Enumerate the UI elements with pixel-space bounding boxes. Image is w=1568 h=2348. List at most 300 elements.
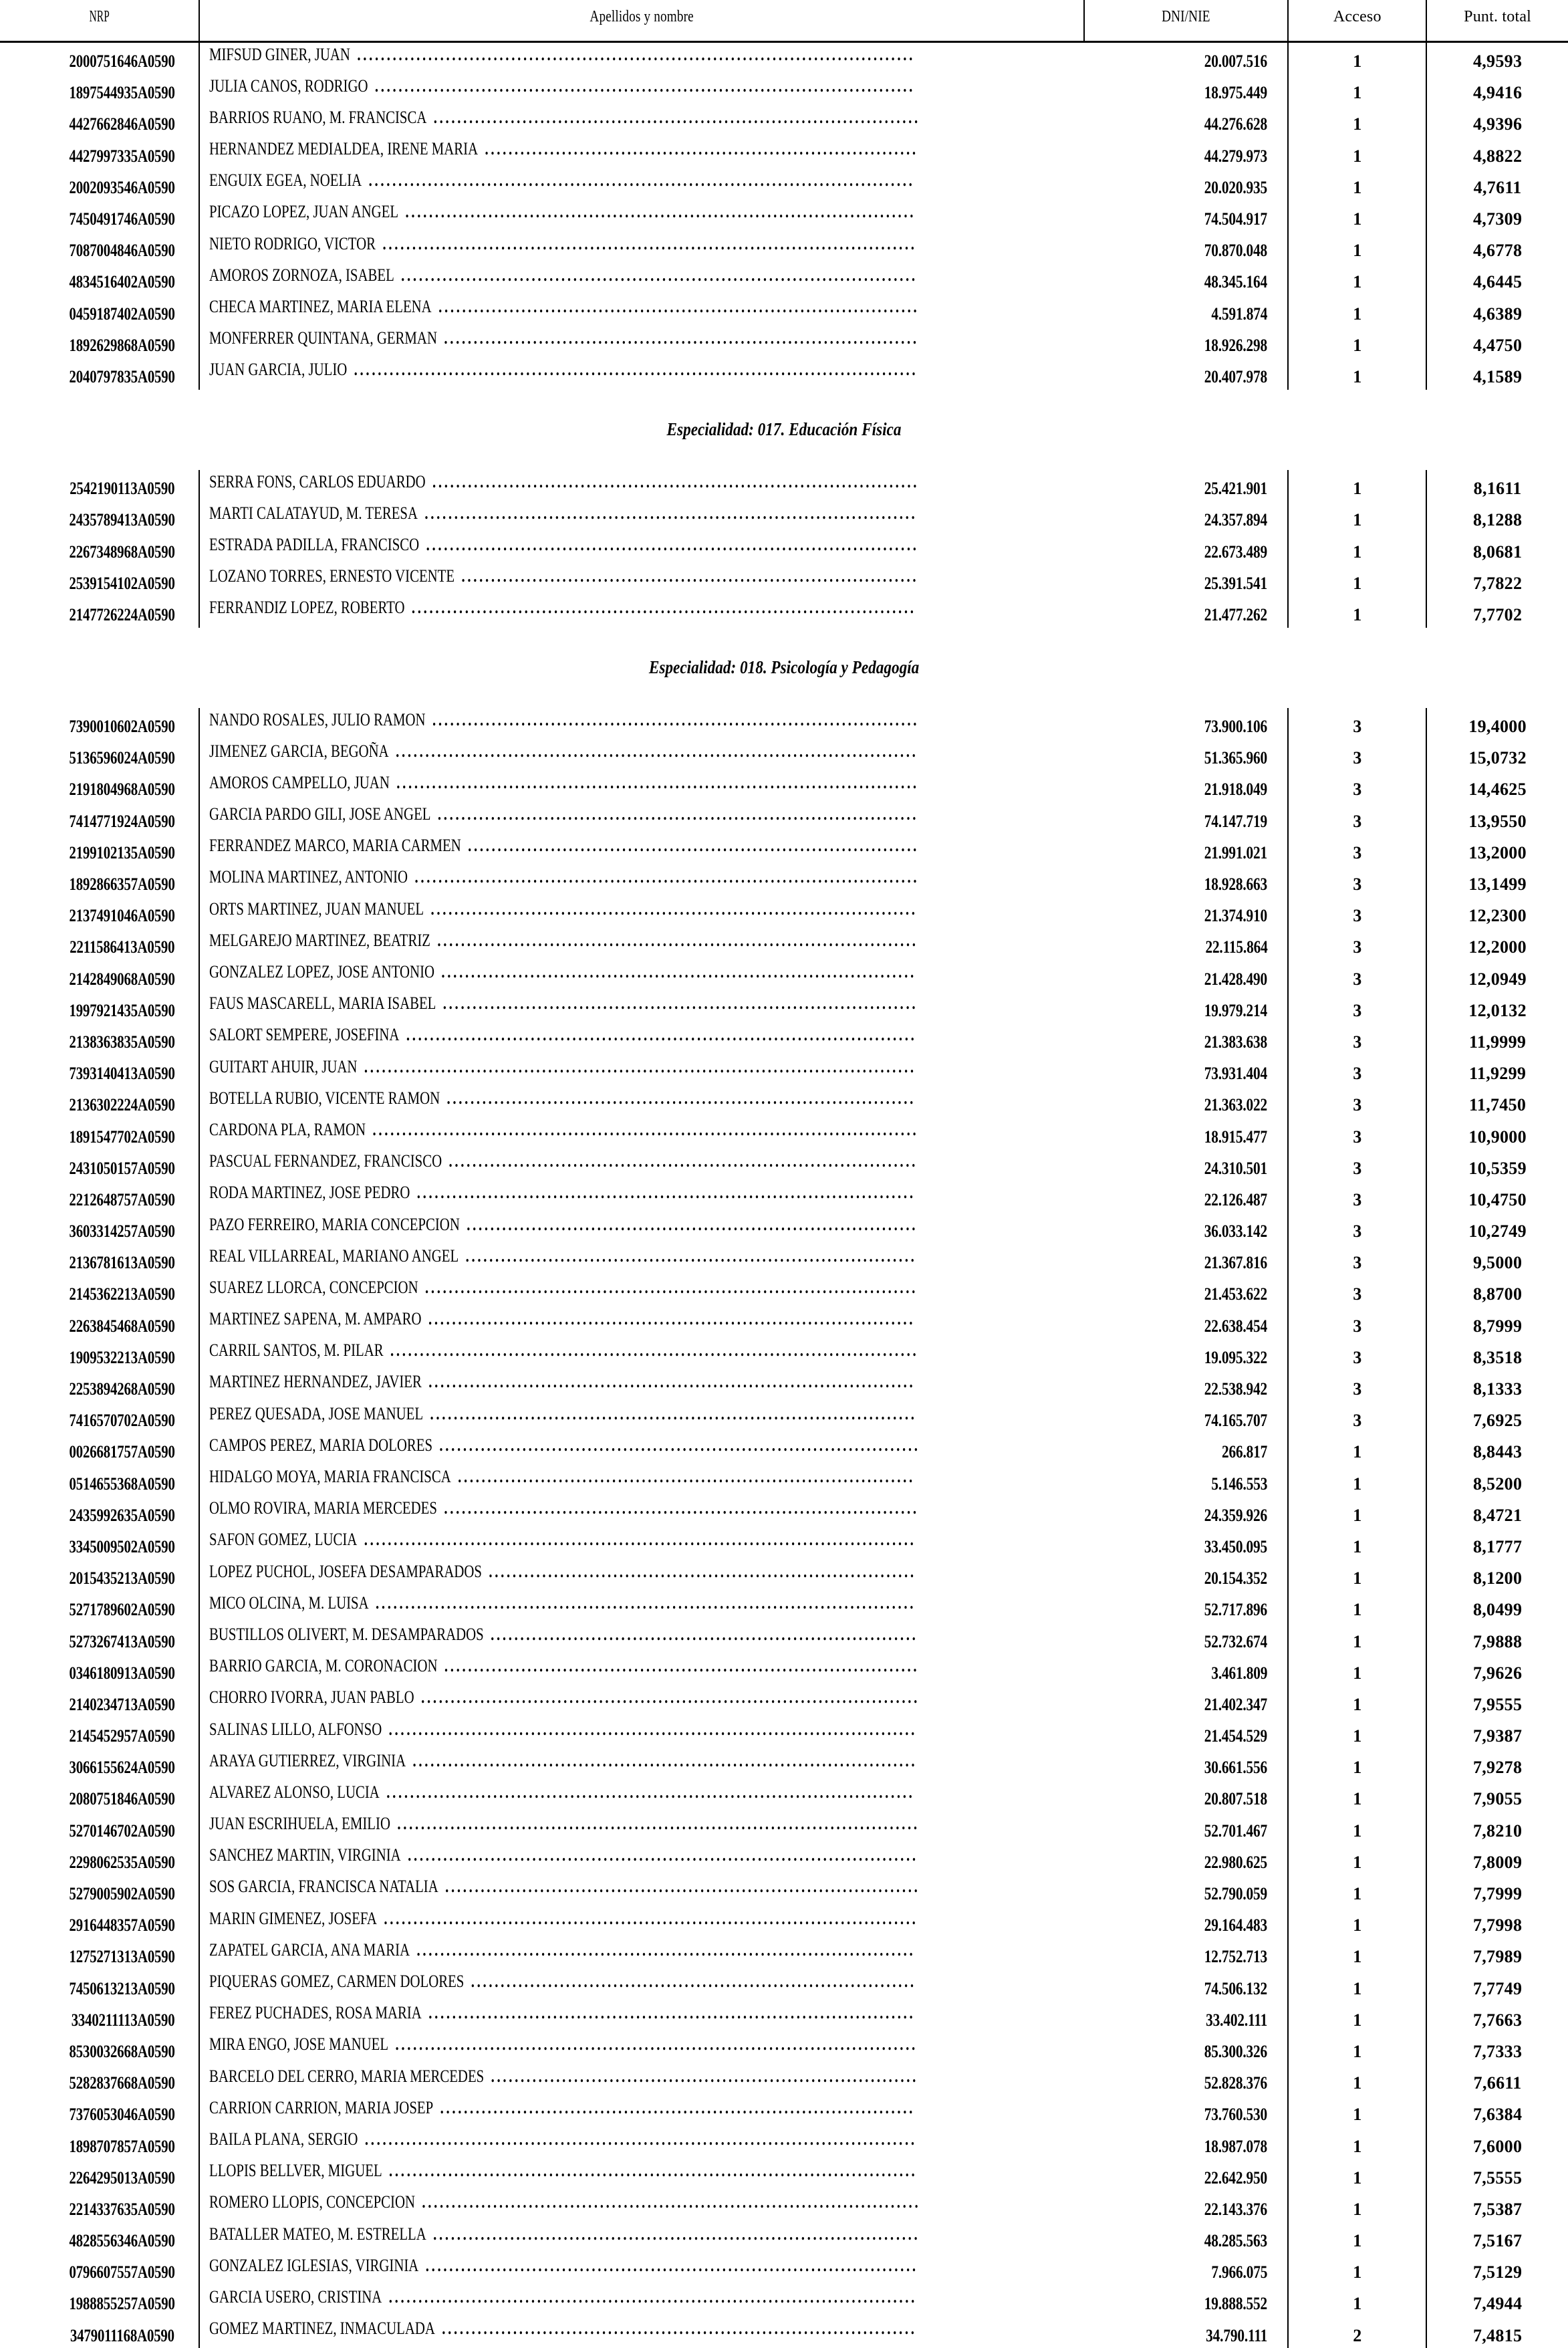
cell-punt-total: 4,6389 <box>1426 295 1568 326</box>
table-row <box>0 1560 1568 1591</box>
candidate-name: BARRIOS RUANO, M. FRANCISCA <box>209 107 427 127</box>
dni-value: 18.928.663 <box>1204 874 1268 895</box>
cell-name <box>199 1149 1083 1181</box>
cell-acceso: 1 <box>1288 1591 1426 1623</box>
table-row <box>0 596 1568 627</box>
nrp-value: 7450491746A0590 <box>69 209 175 229</box>
candidate-name: CARRIL SANTOS, M. PILAR <box>209 1340 384 1361</box>
dni-value: 52.701.467 <box>1204 1821 1268 1841</box>
cell-acceso: 1 <box>1288 2032 1426 2064</box>
cell-punt-total: 15,0732 <box>1426 739 1568 771</box>
cell-dni <box>1084 596 1289 627</box>
cell-nrp <box>0 708 199 739</box>
cell-nrp <box>0 1496 199 1528</box>
nrp-value: 2137491046A0590 <box>69 906 175 926</box>
cell-name <box>199 596 1083 627</box>
column-header-dni-label: DNI/NIE <box>1162 7 1210 25</box>
cell-acceso: 1 <box>1288 564 1426 596</box>
cell-dni <box>1084 1875 1289 1906</box>
dot-leader: ......................................................................................... <box>389 2286 918 2307</box>
cell-acceso: 1 <box>1288 2159 1426 2190</box>
cell-dni <box>1084 1685 1289 1717</box>
table-row <box>0 2065 1568 2096</box>
dot-leader: .................................................................................. <box>432 471 920 491</box>
cell-name <box>199 1718 1083 1749</box>
candidate-name: FAUS MASCARELL, MARIA ISABEL <box>209 993 436 1014</box>
cell-nrp <box>0 1433 199 1465</box>
cell-dni <box>1084 771 1289 802</box>
dot-leader: ....................................................................................... <box>401 265 918 285</box>
cell-nrp <box>0 1875 199 1906</box>
nrp-value: 1897544935A0590 <box>69 83 175 103</box>
nrp-value: 8530032668A0590 <box>69 2041 175 2061</box>
table-row <box>0 1118 1568 1149</box>
cell-punt-total: 4,4750 <box>1426 326 1568 358</box>
cell-acceso: 1 <box>1288 1780 1426 1812</box>
dot-leader: ......................................................................................... <box>386 1782 915 1802</box>
cell-nrp <box>0 2254 199 2285</box>
cell-dni <box>1084 2317 1289 2348</box>
cell-dni <box>1084 929 1289 960</box>
dot-leader: .................................................................................. <box>430 1403 918 1423</box>
table-row <box>0 1338 1568 1370</box>
dot-leader: ................................................................................. <box>439 1435 921 1455</box>
candidate-name: AMOROS CAMPELLO, JUAN <box>209 772 390 792</box>
specialty-heading-row <box>0 628 1568 708</box>
candidate-name: GONZALEZ LOPEZ, JOSE ANTONIO <box>209 962 435 981</box>
table-row <box>0 2032 1568 2064</box>
cell-acceso: 1 <box>1288 2222 1426 2254</box>
cell-acceso: 3 <box>1288 1149 1426 1181</box>
table-row <box>0 1812 1568 1843</box>
cell-dni <box>1084 1086 1289 1118</box>
candidate-name: ORTS MARTINEZ, JUAN MANUEL <box>209 899 424 919</box>
table-row <box>0 1907 1568 1938</box>
cell-nrp <box>0 1591 199 1623</box>
dot-leader: ................................................................................... <box>426 534 919 554</box>
nrp-value: 1275271313A0590 <box>69 1947 175 1967</box>
cell-name <box>199 1528 1083 1559</box>
cell-name <box>199 1875 1083 1906</box>
candidate-name: FERRANDEZ MARCO, MARIA CARMEN <box>209 836 462 856</box>
dni-value: 21.363.022 <box>1204 1095 1268 1115</box>
cell-name <box>199 834 1083 865</box>
cell-nrp <box>0 1118 199 1149</box>
dni-value: 24.310.501 <box>1204 1158 1268 1178</box>
dni-value: 18.987.078 <box>1204 2136 1268 2156</box>
nrp-value: 2542190113A0590 <box>70 479 175 499</box>
cell-punt-total: 7,6000 <box>1426 2127 1568 2159</box>
candidate-name: GARCIA USERO, CRISTINA <box>209 2286 382 2307</box>
cell-punt-total: 10,4750 <box>1426 1181 1568 1212</box>
cell-dni <box>1084 1654 1289 1685</box>
dot-leader: ..................................................................................... <box>412 1750 918 1770</box>
cell-name <box>199 1623 1083 1654</box>
cell-name <box>199 1465 1083 1496</box>
dni-value: 48.345.164 <box>1204 272 1268 292</box>
column-header-name <box>199 0 1083 41</box>
table-row <box>0 74 1568 106</box>
cell-dni <box>1084 106 1289 137</box>
table-row <box>0 991 1568 1023</box>
cell-dni <box>1084 168 1289 200</box>
cell-acceso: 1 <box>1288 1749 1426 1780</box>
candidate-name: BARCELO DEL CERRO, MARIA MERCEDES <box>209 2066 485 2086</box>
nrp-value: 3066155624A0590 <box>69 1758 175 1778</box>
cell-name <box>199 1307 1083 1338</box>
dni-value: 44.276.628 <box>1204 114 1268 134</box>
cell-acceso: 3 <box>1288 1402 1426 1433</box>
candidate-name: SUAREZ LLORCA, CONCEPCION <box>209 1277 418 1297</box>
dni-value: 20.407.978 <box>1204 366 1268 386</box>
dot-leader: ........................................................................ <box>491 1624 918 1644</box>
cell-name <box>199 137 1083 168</box>
candidate-name: AMOROS ZORNOZA, ISABEL <box>209 265 395 285</box>
cell-name <box>199 1685 1083 1717</box>
nrp-value: 3340211113A0590 <box>71 2010 175 2030</box>
dot-leader: .................................................................................. <box>428 2003 916 2023</box>
table-row <box>0 200 1568 231</box>
cell-punt-total: 8,7999 <box>1426 1307 1568 1338</box>
dni-value: 3.461.809 <box>1211 1663 1268 1683</box>
cell-dni <box>1084 1213 1289 1244</box>
nrp-value: 2263845468A0590 <box>69 1316 175 1336</box>
table-row <box>0 1780 1568 1812</box>
candidate-name: MARIN GIMENEZ, JOSEFA <box>209 1908 378 1928</box>
nrp-value: 7390010602A0590 <box>69 717 175 737</box>
cell-nrp <box>0 596 199 627</box>
cell-name <box>199 2159 1083 2190</box>
dot-leader: ........................................................................ <box>491 2066 919 2086</box>
nrp-value: 7376053046A0590 <box>69 2105 175 2125</box>
table-row <box>0 1970 1568 2001</box>
table-row <box>0 739 1568 771</box>
cell-punt-total: 7,7822 <box>1426 564 1568 596</box>
candidate-name: SAFON GOMEZ, LUCIA <box>209 1530 358 1550</box>
cell-acceso: 3 <box>1288 771 1426 802</box>
dot-leader: ........................................................................ <box>489 1561 917 1581</box>
cell-dni <box>1084 295 1289 326</box>
dni-value: 21.918.049 <box>1204 780 1268 800</box>
cell-punt-total: 7,4944 <box>1426 2285 1568 2317</box>
dni-value: 21.383.638 <box>1204 1032 1268 1052</box>
candidate-name: REAL VILLARREAL, MARIANO ANGEL <box>209 1246 459 1266</box>
cell-acceso: 1 <box>1288 2001 1426 2032</box>
dni-value: 25.391.541 <box>1204 573 1268 593</box>
cell-acceso: 1 <box>1288 1970 1426 2001</box>
dot-leader: ................................................................................... <box>425 1277 918 1297</box>
candidate-name: ESTRADA PADILLA, FRANCISCO <box>209 534 420 554</box>
table-row <box>0 2317 1568 2348</box>
dni-value: 74.147.719 <box>1204 811 1268 831</box>
cell-acceso: 1 <box>1288 1938 1426 1970</box>
cell-punt-total: 10,2749 <box>1426 1213 1568 1244</box>
cell-nrp <box>0 232 199 263</box>
table-row <box>0 960 1568 991</box>
cell-name <box>199 564 1083 596</box>
candidate-name: JIMENEZ GARCIA, BEGOÑA <box>209 741 390 761</box>
cell-name <box>199 1181 1083 1212</box>
cell-name <box>199 960 1083 991</box>
cell-acceso: 3 <box>1288 1181 1426 1212</box>
specialty-heading <box>0 628 1568 708</box>
cell-punt-total: 8,1777 <box>1426 1528 1568 1559</box>
header-row <box>0 0 1568 41</box>
dot-leader: .............................................................................................. <box>357 44 916 64</box>
dot-leader: ........................................................................................ <box>396 772 920 792</box>
cell-punt-total: 8,8443 <box>1426 1433 1568 1465</box>
dni-value: 21.453.622 <box>1204 1284 1268 1304</box>
cell-acceso: 1 <box>1288 1843 1426 1875</box>
cell-acceso: 1 <box>1288 2254 1426 2285</box>
cell-dni <box>1084 2190 1289 2222</box>
cell-punt-total: 8,4721 <box>1426 1496 1568 1528</box>
dot-leader: ................................................................................ <box>444 1498 920 1518</box>
cell-acceso: 3 <box>1288 897 1426 929</box>
candidate-name: SALINAS LILLO, ALFONSO <box>209 1719 382 1739</box>
column-header-acceso-label: Acceso <box>1333 7 1382 25</box>
cell-acceso: 1 <box>1288 533 1426 564</box>
cell-nrp <box>0 358 199 389</box>
table-row <box>0 470 1568 501</box>
cell-punt-total: 13,2000 <box>1426 834 1568 865</box>
nrp-value: 2136302224A0590 <box>69 1095 175 1115</box>
cell-punt-total: 7,9888 <box>1426 1623 1568 1654</box>
cell-dni <box>1084 1591 1289 1623</box>
cell-dni <box>1084 2285 1289 2317</box>
dot-leader: ......................................................................................... <box>390 1340 919 1361</box>
candidate-name: PICAZO LOPEZ, JUAN ANGEL <box>209 202 399 222</box>
nrp-value: 2140234713A0590 <box>69 1694 175 1714</box>
cell-acceso: 3 <box>1288 1370 1426 1401</box>
candidate-name: ZAPATEL GARCIA, ANA MARIA <box>209 1940 410 1960</box>
nrp-value: 0026681757A0590 <box>69 1442 175 1462</box>
cell-punt-total: 13,1499 <box>1426 865 1568 897</box>
cell-name <box>199 1118 1083 1149</box>
candidate-name: FEREZ PUCHADES, ROSA MARIA <box>209 2003 422 2023</box>
candidate-name: GUITART AHUIR, JUAN <box>209 1056 358 1076</box>
cell-acceso: 3 <box>1288 802 1426 834</box>
table-row <box>0 865 1568 897</box>
cell-acceso: 3 <box>1288 1213 1426 1244</box>
dni-value: 52.790.059 <box>1204 1884 1268 1904</box>
cell-name <box>199 2096 1083 2127</box>
table-row <box>0 564 1568 596</box>
cell-dni <box>1084 1812 1289 1843</box>
cell-name <box>199 1907 1083 1938</box>
candidate-name: PASCUAL FERNANDEZ, FRANCISCO <box>209 1151 442 1171</box>
cell-nrp <box>0 1528 199 1559</box>
cell-name <box>199 1970 1083 2001</box>
candidate-name: MIFSUD GINER, JUAN <box>209 44 351 64</box>
table-row <box>0 263 1568 295</box>
nrp-value: 7416570702A0590 <box>69 1411 175 1431</box>
nrp-value: 5282837668A0590 <box>69 2073 175 2093</box>
cell-name <box>199 2127 1083 2159</box>
cell-name <box>199 326 1083 358</box>
cell-acceso: 1 <box>1288 326 1426 358</box>
cell-acceso: 1 <box>1288 1654 1426 1685</box>
dni-value: 18.926.298 <box>1204 335 1268 355</box>
cell-punt-total: 4,9416 <box>1426 74 1568 106</box>
cell-nrp <box>0 1307 199 1338</box>
dni-value: 20.020.935 <box>1204 177 1268 197</box>
cell-acceso: 1 <box>1288 74 1426 106</box>
cell-dni <box>1084 2032 1289 2064</box>
dni-value: 25.421.901 <box>1204 479 1268 499</box>
candidate-name: JULIA CANOS, RODRIGO <box>209 76 368 96</box>
candidate-name: HIDALGO MOYA, MARIA FRANCISCA <box>209 1467 452 1486</box>
table-row <box>0 929 1568 960</box>
nrp-value: 7450613213A0590 <box>69 1978 175 1998</box>
cell-name <box>199 1654 1083 1685</box>
cell-name <box>199 991 1083 1023</box>
column-header-nrp-label: NRP <box>89 7 110 25</box>
cell-nrp <box>0 991 199 1023</box>
cell-name <box>199 168 1083 200</box>
cell-name <box>199 1812 1083 1843</box>
cell-punt-total: 8,5200 <box>1426 1465 1568 1496</box>
nrp-value: 7393140413A0590 <box>69 1064 175 1084</box>
dot-leader: .................................................................................. <box>434 107 921 127</box>
cell-name <box>199 41 1083 74</box>
cell-punt-total: 4,8822 <box>1426 137 1568 168</box>
candidate-name: LOZANO TORRES, ERNESTO VICENTE <box>209 566 455 586</box>
dni-value: 22.126.487 <box>1204 1189 1268 1209</box>
cell-name <box>199 1276 1083 1307</box>
candidate-name: GARCIA PARDO GILI, JOSE ANGEL <box>209 804 431 824</box>
dni-value: 266.817 <box>1222 1442 1268 1462</box>
nrp-value: 1892866357A0590 <box>69 874 175 895</box>
cell-punt-total: 10,9000 <box>1426 1118 1568 1149</box>
nrp-value: 2435789413A0590 <box>69 510 175 530</box>
cell-name <box>199 771 1083 802</box>
dni-value: 21.374.910 <box>1204 906 1268 926</box>
dni-value: 33.450.095 <box>1204 1536 1268 1556</box>
cell-name <box>199 1213 1083 1244</box>
dot-leader: ........................................................................................ <box>396 741 918 761</box>
candidate-name: RODA MARTINEZ, JOSE PEDRO <box>209 1183 410 1203</box>
cell-punt-total: 7,5555 <box>1426 2159 1568 2190</box>
table-row <box>0 2285 1568 2317</box>
cell-dni <box>1084 2127 1289 2159</box>
cell-nrp <box>0 533 199 564</box>
candidate-name: NANDO ROSALES, JULIO RAMON <box>209 709 426 729</box>
cell-punt-total: 7,4815 <box>1426 2317 1568 2348</box>
table-row <box>0 1244 1568 1276</box>
cell-nrp <box>0 960 199 991</box>
candidate-name: MOLINA MARTINEZ, ANTONIO <box>209 867 408 887</box>
cell-dni <box>1084 2065 1289 2096</box>
dni-value: 44.279.973 <box>1204 146 1268 166</box>
cell-nrp <box>0 1938 199 1970</box>
dni-value: 30.661.556 <box>1204 1758 1268 1778</box>
cell-name <box>199 470 1083 501</box>
nrp-value: 2916448357A0590 <box>69 1915 175 1935</box>
cell-punt-total: 7,9387 <box>1426 1718 1568 1749</box>
dni-value: 74.504.917 <box>1204 209 1268 229</box>
cell-name <box>199 2065 1083 2096</box>
cell-punt-total: 7,7702 <box>1426 596 1568 627</box>
dot-leader: ...................................................................................... <box>405 202 916 222</box>
table-row <box>0 1086 1568 1118</box>
cell-name <box>199 533 1083 564</box>
dni-value: 85.300.326 <box>1204 2041 1268 2061</box>
dni-value: 22.980.625 <box>1204 1852 1268 1872</box>
cell-punt-total: 7,9555 <box>1426 1685 1568 1717</box>
cell-acceso: 1 <box>1288 1433 1426 1465</box>
dot-leader: ............................................................................. <box>458 1467 916 1486</box>
dni-value: 21.402.347 <box>1204 1694 1268 1714</box>
column-header-acceso <box>1288 0 1426 41</box>
cell-acceso: 3 <box>1288 1055 1426 1086</box>
table-row <box>0 1149 1568 1181</box>
cell-punt-total: 7,8210 <box>1426 1812 1568 1843</box>
candidate-name: MARTINEZ HERNANDEZ, JAVIER <box>209 1372 422 1392</box>
table-row <box>0 1685 1568 1717</box>
cell-name <box>199 802 1083 834</box>
nrp-value: 4834516402A0590 <box>69 272 175 292</box>
table-row <box>0 802 1568 834</box>
cell-acceso: 1 <box>1288 295 1426 326</box>
cell-nrp <box>0 2032 199 2064</box>
cell-nrp <box>0 1338 199 1370</box>
dot-leader: .......................................................................................... <box>382 233 917 253</box>
dot-leader: ........................................................................... <box>471 1972 917 1991</box>
nrp-value: 5136596024A0590 <box>69 748 175 768</box>
cell-name <box>199 1433 1083 1465</box>
cell-acceso: 1 <box>1288 1496 1426 1528</box>
nrp-value: 0514655368A0590 <box>69 1474 175 1494</box>
dni-value: 74.165.707 <box>1204 1411 1268 1431</box>
nrp-value: 2138363835A0590 <box>69 1032 175 1052</box>
candidate-name: GONZALEZ IGLESIAS, VIRGINIA <box>209 2255 419 2275</box>
nrp-value: 2253894268A0590 <box>69 1379 175 1399</box>
cell-name <box>199 739 1083 771</box>
nrp-value: 5279005902A0590 <box>69 1884 175 1904</box>
cell-punt-total: 9,5000 <box>1426 1244 1568 1276</box>
cell-name <box>199 74 1083 106</box>
cell-acceso: 3 <box>1288 991 1426 1023</box>
cell-punt-total: 4,7309 <box>1426 200 1568 231</box>
cell-dni <box>1084 2001 1289 2032</box>
dni-value: 52.732.674 <box>1204 1631 1268 1651</box>
cell-punt-total: 14,4625 <box>1426 771 1568 802</box>
cell-dni <box>1084 2254 1289 2285</box>
cell-name <box>199 1055 1083 1086</box>
cell-name <box>199 106 1083 137</box>
nrp-value: 7087004846A0590 <box>69 241 175 261</box>
nrp-value: 5270146702A0590 <box>69 1821 175 1841</box>
table-row <box>0 137 1568 168</box>
cell-acceso: 3 <box>1288 1118 1426 1149</box>
table-row <box>0 1181 1568 1212</box>
cell-dni <box>1084 501 1289 533</box>
cell-punt-total: 7,7749 <box>1426 1970 1568 2001</box>
cell-dni <box>1084 1023 1289 1054</box>
cell-acceso: 1 <box>1288 232 1426 263</box>
cell-punt-total: 8,0499 <box>1426 1591 1568 1623</box>
dot-leader: ................................................................................ <box>442 2319 918 2339</box>
dni-value: 22.143.376 <box>1204 2199 1268 2219</box>
specialty-heading-label: Especialidad: 018. Psicología y Pedagogía <box>648 657 920 678</box>
dot-leader: .................................................................................. <box>430 899 918 919</box>
cell-nrp <box>0 1718 199 1749</box>
dni-value: 19.888.552 <box>1204 2294 1268 2314</box>
cell-name <box>199 1244 1083 1276</box>
dot-leader: ................................................................................ <box>443 993 918 1014</box>
nrp-value: 2145452957A0590 <box>69 1726 175 1746</box>
